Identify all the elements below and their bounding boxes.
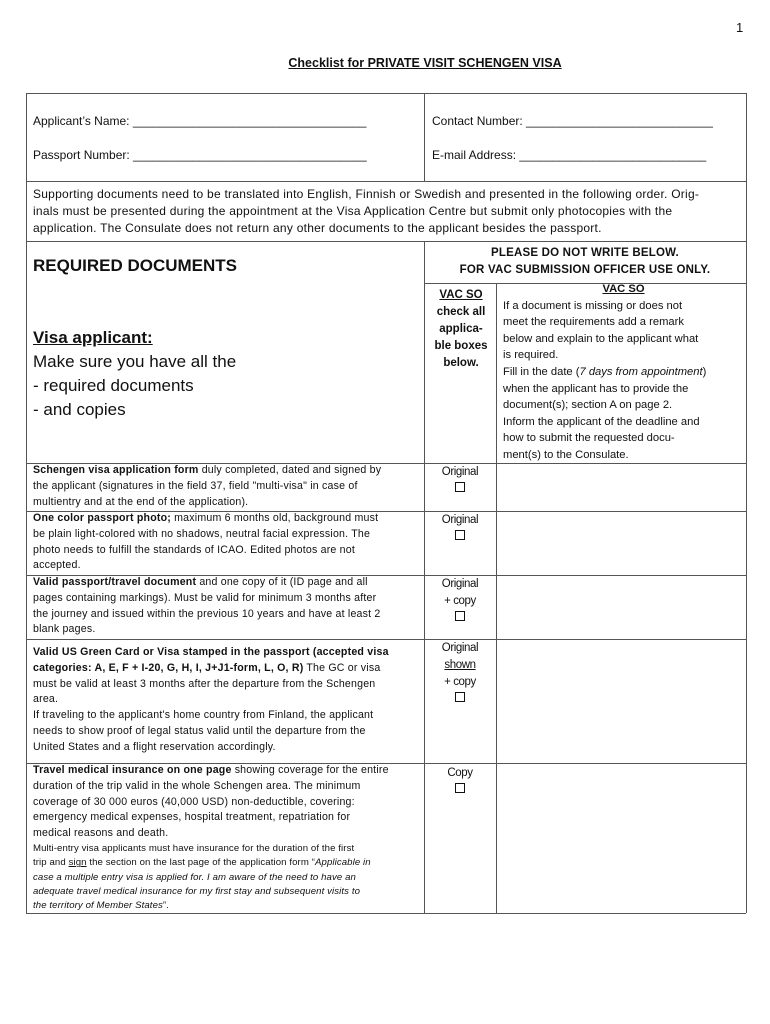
checkbox-application-form[interactable]: [455, 482, 465, 492]
check-cell-application-form: Original: [424, 464, 496, 498]
applicant-name-field[interactable]: Applicant’s Name: ___________________________________: [33, 114, 367, 128]
officer-use-header: PLEASE DO NOT WRITE BELOW. FOR VAC SUBMISSION OFFICER USE ONLY.: [459, 247, 711, 276]
supporting-documents-note: Supporting documents need to be translated into English, Finnish or Swedish and presented in the following order. Orig- inals must be presented during the appointment at the Visa Application Centre but submit only photocopies with the application. The Consulate does not return any other documents to the applicant besides the passport.: [33, 187, 700, 235]
vac-so-instructions: VAC SO check all applica- ble boxes below.: [434, 289, 488, 369]
check-cell-us-green-card: Original shown + copy: [424, 640, 496, 708]
check-cell-passport: Original + copy: [424, 576, 496, 627]
visa-applicant-instructions: Visa applicant: Make sure you have all the - required documents - and copies: [33, 328, 237, 419]
checkbox-passport-photo[interactable]: [455, 530, 465, 540]
vac-so-note: VAC SO If a document is missing or does not meet the requirements add a remark below and explain to the applicant what is required. Fill in the date (7 days from appointment) when the applicant has to provide the document(s); section A on page 2. Inform the applicant of the deadline and how to submit the requested docu- ment(s) to the Consulate.: [503, 283, 707, 461]
checkbox-us-green-card[interactable]: [455, 692, 465, 702]
document-row-us-green-card: Valid US Green Card or Visa stamped in the passport (accepted visa categories: A, E, F + I-20, G, H, I, J+J1-form, L, O, R) The GC or visa must be valid at least 3 months after the departure from the Schengen area. If traveling to the applicant's home country from Finland, the applicant needs to show proof of legal status valid until the departure from the United States and a flight reservation accordingly.: [33, 646, 389, 753]
required-documents-heading: REQUIRED DOCUMENTS: [33, 256, 238, 275]
document-row-passport-photo: One color passport photo; maximum 6 months old, background must be plain light-colored with no shadows, neutral facial expression. The photo needs to fulfill the standards of ICAO. Edited photos are not accepted.: [33, 512, 379, 572]
check-cell-passport-photo: Original: [424, 512, 496, 546]
passport-number-field[interactable]: Passport Number: ___________________________________: [33, 148, 367, 162]
email-address-field[interactable]: E-mail Address: ____________________________: [432, 148, 707, 162]
page-number: 1: [736, 20, 744, 35]
checkbox-passport[interactable]: [455, 611, 465, 621]
checkbox-travel-insurance[interactable]: [455, 783, 465, 793]
page-title: Checklist for PRIVATE VISIT SCHENGEN VISA: [288, 56, 562, 70]
document-row-passport: Valid passport/travel document and one copy of it (ID page and all pages containing markings). Must be valid for minimum 3 months after the journey and issued within the previous 10 years and have at least 2 blank pages.: [33, 576, 381, 636]
document-row-travel-insurance: Travel medical insurance on one page showing coverage for the entire duration of the trip valid in the whole Schengen area. The minimum coverage of 30 000 euros (40,000 USD) non-deductible, covering: emergency medical expenses, hospital treatment, repatriation for medical reasons and death. Multi-entry visa applicants must have insurance for the duration of the first trip and sign the section on the last page of the application form “Applicable in case a multiple entry visa is applied for. I am aware of the need to have an adequate travel medical insurance for my first stay and subsequent visits to the territory of Member States”.: [33, 764, 389, 912]
check-cell-travel-insurance: Copy: [424, 765, 496, 799]
document-row-application-form: Schengen visa application form duly completed, dated and signed by the applicant (signatures in the field 37, field "multi-visa" in case of multientry and at the end of the application).: [33, 464, 382, 508]
contact-number-field[interactable]: Contact Number: ____________________________: [432, 114, 713, 128]
